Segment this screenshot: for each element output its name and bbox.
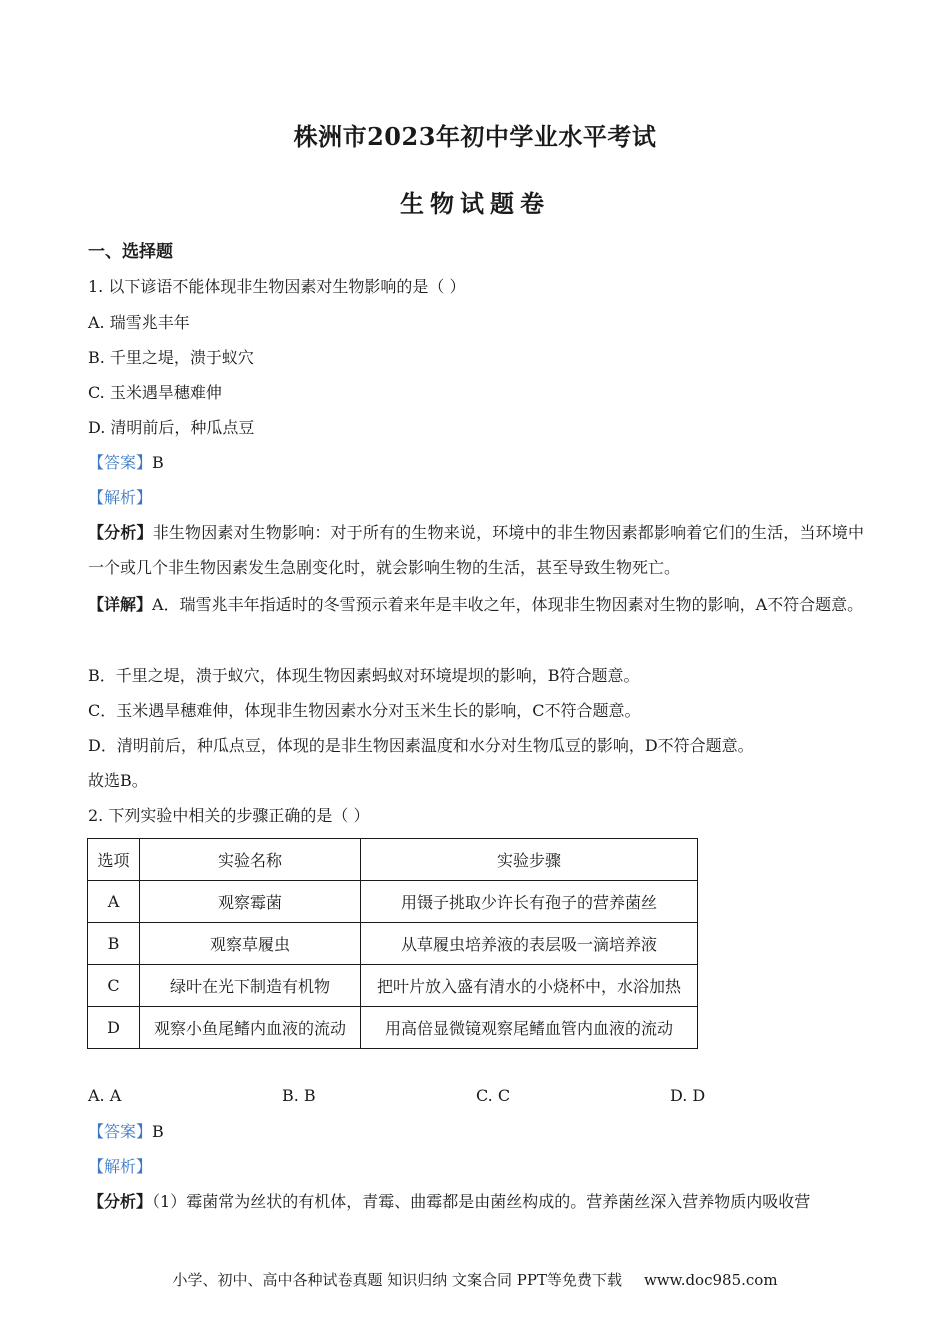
q2-option-d: D. D <box>670 1086 706 1105</box>
q1-option-a: A. 瑞雪兆丰年 <box>88 313 190 332</box>
q2-analysis-tag: 【解析】 <box>88 1157 153 1176</box>
q1-detail: 【详解】A．瑞雪兆丰年指适时的冬雪预示着来年是丰收之年，体现非生物因素对生物的影响，A不符合题意。 <box>88 595 864 614</box>
table-row <box>88 881 698 923</box>
table-cell: 观察霉菌 <box>140 881 361 923</box>
q1-option-c: C. 玉米遇旱穗难伸 <box>88 383 222 402</box>
answer-tag: 【答案】 <box>88 1122 153 1141</box>
answer-value: B <box>152 1122 164 1141</box>
table-header-cell: 实验名称 <box>140 839 361 881</box>
table-header-cell: 实验步骤 <box>361 839 698 881</box>
table-header-cell: 选项 <box>88 839 140 881</box>
table-row <box>88 965 698 1007</box>
table-cell: 观察草履虫 <box>140 923 361 965</box>
q1-analysis: 【分析】非生物因素对生物影响：对于所有的生物来说，环境中的非生物因素都影响着它们的生活，当环境中一个或几个非生物因素发生急剧变化时，就会影响生物的生活，甚至导致生物死亡。 <box>88 523 864 577</box>
q1-detail-d: D．清明前后，种瓜点豆，体现的是非生物因素温度和水分对生物瓜豆的影响，D不符合题意。 <box>88 736 754 755</box>
q2-option-a: A. A <box>88 1086 122 1105</box>
footer-url[interactable]: www.doc985.com <box>643 1271 778 1289</box>
table-cell: C <box>88 965 140 1007</box>
q2-option-b: B. B <box>282 1086 316 1105</box>
q1-conclusion: 故选B。 <box>88 771 148 790</box>
table-cell: 观察小鱼尾鳍内血液的流动 <box>140 1007 361 1049</box>
section-title: 一、选择题 <box>88 242 173 262</box>
footer-text: 小学、初中、高中各种试卷真题 知识归纳 文案合同 PPT等免费下载 <box>172 1271 622 1289</box>
table-row <box>88 1007 698 1049</box>
q2-answer <box>88 1122 164 1142</box>
q1-detail-b: B．千里之堤，溃于蚁穴，体现生物因素蚂蚁对环境堤坝的影响，B符合题意。 <box>88 666 640 685</box>
exam-title: 株洲市2023年初中学业水平考试 <box>293 122 657 151</box>
q1-answer <box>88 453 164 473</box>
answer-value: B <box>152 453 164 472</box>
page-footer <box>0 1269 950 1290</box>
table-cell: A <box>88 881 140 923</box>
q1-option-d: D. 清明前后，种瓜点豆 <box>88 418 255 437</box>
table-cell: 用镊子挑取少许长有孢子的营养菌丝 <box>361 881 698 923</box>
exam-subtitle: 生物试题卷 <box>400 189 550 218</box>
q1-option-b: B. 千里之堤，溃于蚁穴 <box>88 348 254 367</box>
experiment-table <box>87 838 698 1049</box>
q2-analysis: 【分析】（1）霉菌常为丝状的有机体，青霉、曲霉都是由菌丝构成的。营养菌丝深入营养物质内吸收营 <box>88 1192 811 1211</box>
q1-stem: 1. 以下谚语不能体现非生物因素对生物影响的是（ ） <box>88 277 466 296</box>
table-cell: 把叶片放入盛有清水的小烧杯中，水浴加热 <box>361 965 698 1007</box>
table-row <box>88 923 698 965</box>
table-header-row <box>88 839 698 881</box>
table-cell: B <box>88 923 140 965</box>
q1-detail-c: C．玉米遇旱穗难伸，体现非生物因素水分对玉米生长的影响，C不符合题意。 <box>88 701 641 720</box>
q2-option-c: C. C <box>476 1086 511 1105</box>
table-cell: 用高倍显微镜观察尾鳍血管内血液的流动 <box>361 1007 698 1049</box>
table-cell: D <box>88 1007 140 1049</box>
table-cell: 绿叶在光下制造有机物 <box>140 965 361 1007</box>
answer-tag: 【答案】 <box>88 453 153 472</box>
q1-analysis-tag: 【解析】 <box>88 488 153 507</box>
q2-stem: 2. 下列实验中相关的步骤正确的是（ ） <box>88 806 370 825</box>
table-cell: 从草履虫培养液的表层吸一滴培养液 <box>361 923 698 965</box>
